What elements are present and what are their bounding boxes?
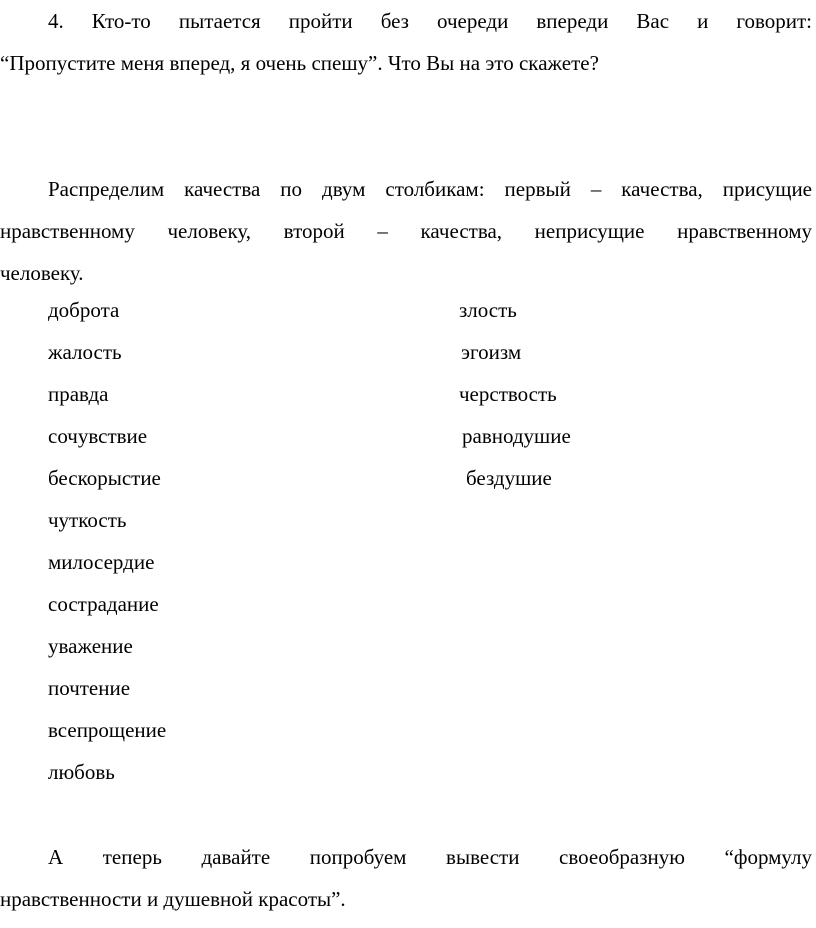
closing-line-2: нравственности и душевной красоты”. <box>0 887 346 911</box>
list-item: всепрощение <box>48 718 167 742</box>
list-item: злость <box>459 298 517 322</box>
list-item: сочувствие <box>48 424 148 448</box>
negative-qualities-list <box>459 289 571 499</box>
intro-line-3: человеку. <box>0 261 84 285</box>
closing-line-1: А теперь давайте попробуем вывести своеобразную “формулу <box>48 845 812 869</box>
list-item: бездушие <box>466 466 552 490</box>
list-item: уважение <box>48 634 133 658</box>
positive-qualities-list <box>48 289 166 793</box>
list-item: бескорыстие <box>48 466 161 490</box>
list-item: милосердие <box>48 550 155 574</box>
list-item: сострадание <box>48 592 159 616</box>
intro-line-1: Распределим качества по двум столбикам: первый – качества, присущие <box>48 177 812 201</box>
question-paragraph <box>0 0 812 84</box>
list-item: почтение <box>48 676 131 700</box>
closing-paragraph <box>0 836 812 920</box>
list-item: любовь <box>48 760 115 784</box>
question-line-2: “Пропустите меня вперед, я очень спешу”. Что Вы на это скажете? <box>0 51 599 75</box>
intro-line-2: нравственному человеку, второй – качества, неприсущие нравственному <box>0 219 812 243</box>
list-item: черствость <box>459 382 557 406</box>
list-item: доброта <box>48 298 120 322</box>
intro-paragraph <box>0 168 812 294</box>
question-line-1: 4. Кто-то пытается пройти без очереди впереди Вас и говорит: <box>48 9 812 33</box>
list-item: жалость <box>48 340 122 364</box>
list-item: равнодушие <box>462 424 571 448</box>
list-item: правда <box>48 382 109 406</box>
list-item: эгоизм <box>461 340 522 364</box>
list-item: чуткость <box>48 508 127 532</box>
